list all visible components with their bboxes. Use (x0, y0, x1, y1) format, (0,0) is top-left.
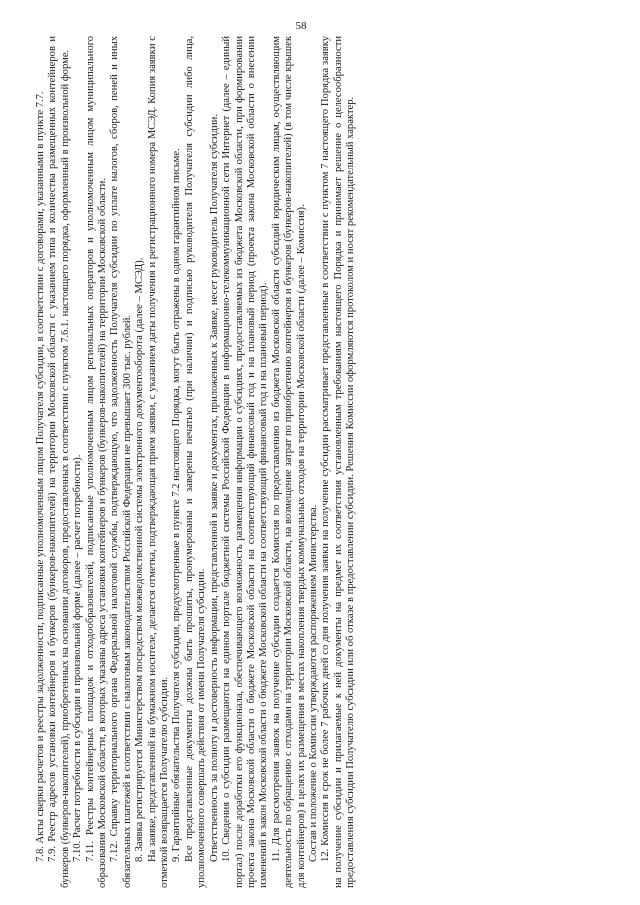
paragraph-7-11: 7.11. Реестры контейнерных площадок и отходообразователей, подписанные уполномоченным лицом региональных операторов и уполномоченным лицом муниципального образования Московской области, в которых указаны адреса установки контейнеров и бункеров (бункеров-накопителей) на территории Московской области. (84, 36, 109, 888)
paragraph-7-8: 7.8. Акты сверки расчетов и реестры задолженности, подписанные уполномоченным лицом Получателя субсидии, в соответствии с договорами, указанными в пункте 7.7. (35, 91, 46, 862)
paragraph-11: 11. Для рассмотрения заявок на получение субсидии создается Комиссия по предоставлению из бюджета Московской области субсидий юридическим лицам, осуществляющим деятельность по обращению с отходами на территории Московской области, на возмещение затрат по приобретению контейнеров и бункеров (бункеров-накопителей) (в том числе крышек для контейнеров) в целях их размещения в местах накопления твердых коммунальных отходов на территории Московской области (далее – Комиссия). (270, 36, 307, 888)
paragraph-9-responsibility: Ответственность за полноту и достоверность информации, представленной в заявке и документах, приложенных к Заявке, несет руководитель Получателя субсидии. (208, 114, 220, 862)
paragraph-12: 12. Комиссия в срок не более 7 рабочих дней со дня получения заявки на получение субсидии рассматривает представленные в соответствии с пунктом 7 настоящего Порядка заявку на получение субсидии и прилагаемые к ней документы на предмет их соответствия установленным требованиям настоящего Порядка и принимает решение о целесообразности предоставления субсидии Получателю субсидии или об отказе в предоставлении субсидии. Решения Комиссии оформляются протоколом и носят рекомендательный характер. (320, 36, 357, 888)
paragraph-7-9: 7.9. Реестр адресов установки контейнеров и бункеров (бункеров-накопителей) на территории Московской области с указанием типа и количества размещенных контейнеров и бункеров (бункеров-накопителей), приобретенных на основании договоров, предоставленных в соответствии с пунктом 7.6.1. настоящего порядка, оформленный в произвольной форме. (47, 36, 71, 888)
paragraph-8: 8. Заявка регистрируется Министерством посредством межведомственной системы электронного документооборота (далее – МСЭД). (134, 257, 146, 862)
document-body (35, 36, 605, 888)
paragraph-9: 9. Гарантийные обязательства Получателя субсидии, предусмотренные в пункте 7.2 настоящего Порядка, могут быть отражены в одном гарантийном письме. (171, 148, 183, 862)
paragraph-9-documents: Все представленные документы должны быть прошиты, пронумерованы и заверены печатью (при наличии) и подписью руководителя Получателя субсидии либо лица, уполномоченного совершать действия от имени Получателя субсидии. (183, 36, 208, 888)
paragraph-10: 10. Сведения о субсидии размещаются на едином портале бюджетной системы Российской Федерации в информационно-телекоммуникационной сети Интернет (далее – единый портал) после доработки его функционала, обеспечивающего возможность размещения информации о субсидиях, предоставляемых из бюджета Московской области, при формировании проекта закона Московской области о бюджете Московской области на соответствующий финансовый год и на плановый период (проекта закона Московской области о внесении изменений в закон Московской области о бюджете Московской области на соответствующий финансовый год и на плановый период). (221, 36, 270, 888)
paragraph-7-12: 7.12. Справку территориального органа Федеральной налоговой службы, подтверждающую, что задолженность Получателя субсидии по уплате налогов, сборов, пеней и иных обязательных платежей в соответствии с налоговым законодательством Российской Федерации не превышает 300 тыс. рублей. (109, 36, 133, 888)
paragraph-11-commission: Состав и положение о Комиссии утверждаются распоряжением Министерства. (307, 504, 319, 862)
page-number: 58 (295, 20, 307, 32)
paragraph-7-10: 7.10. Расчет потребности в субсидии в произвольной форме (далее – расчет потребности). (72, 454, 84, 862)
paragraph-8-registration: На заявке, представленной на бумажном носителе, делается отметка, подтверждающая прием заявки, с указанием даты получения и регистрационного номера МСЭД. Копия заявки с отметкой возвращается Получателю субсидии. (146, 36, 171, 888)
rotated-document-page (35, 16, 605, 888)
